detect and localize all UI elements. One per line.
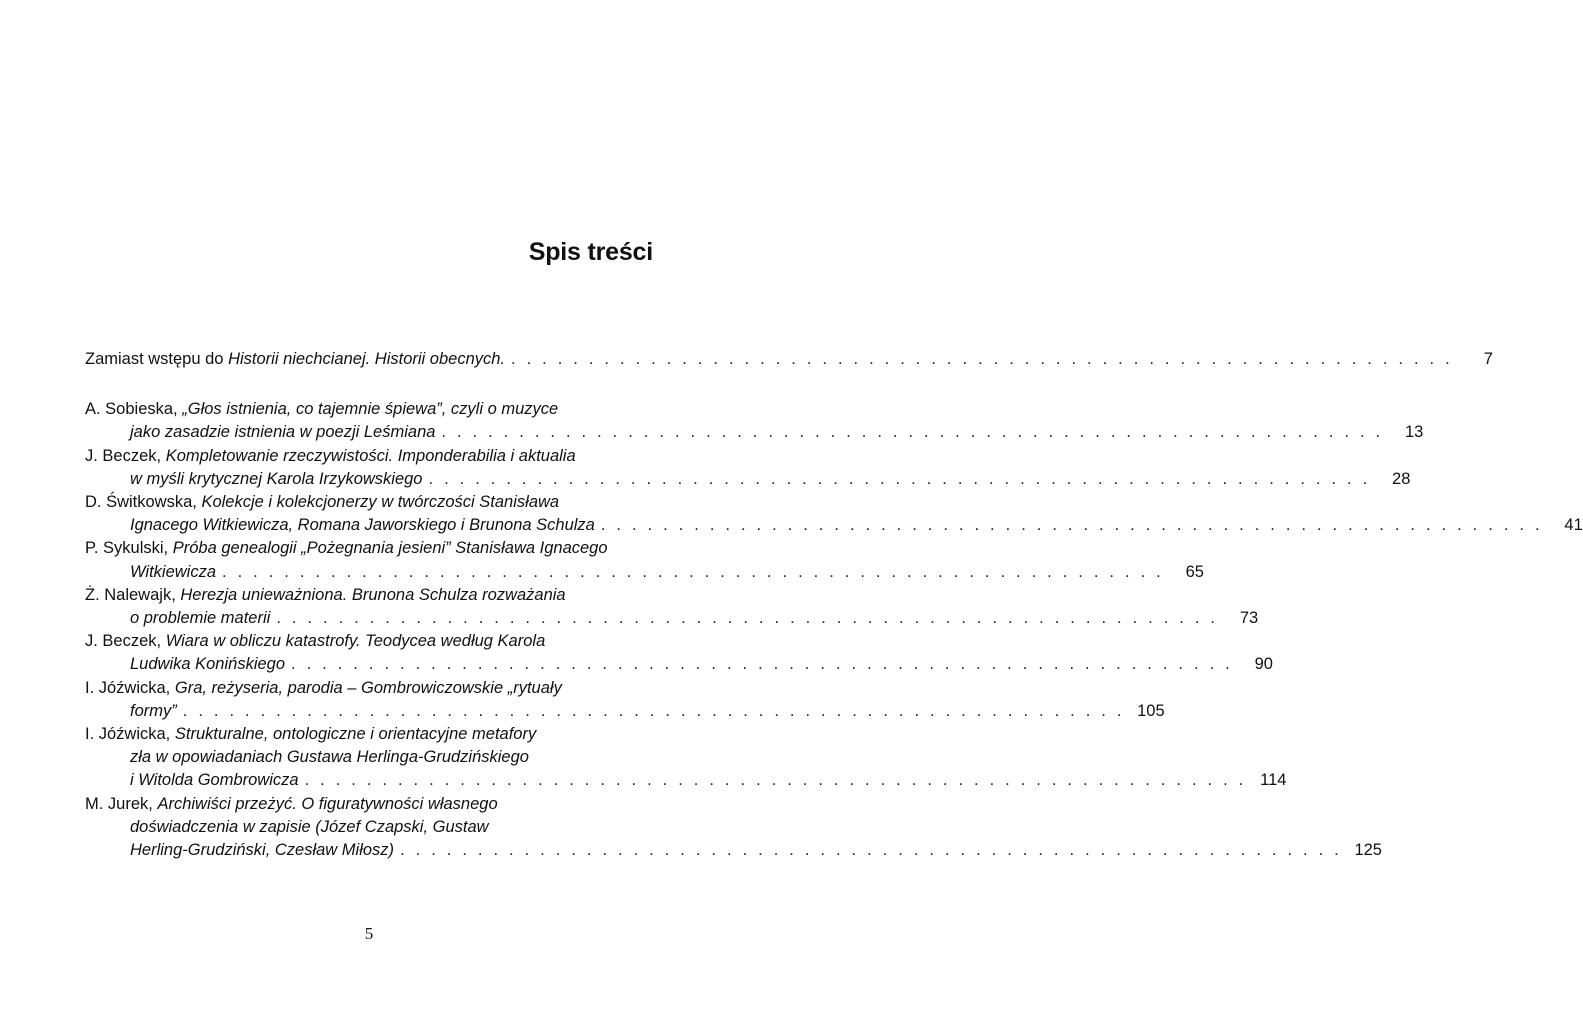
entry-title: Kolekcje i kolekcjonerzy w twórczości Stanisława (201, 493, 560, 512)
leader-dots: . . . . . . . . . . . . . . . . . . . . . . . . . . . . . . . . . . . . . . . . . . . . . . . . . . . . . . . . . . . . . (276, 609, 1219, 628)
page-ref: 114 (1260, 771, 1287, 790)
entry-title-cont: jako zasadzie istnienia w poezji Leśmiana (130, 423, 436, 442)
entry-author: M. Jurek, (85, 794, 158, 813)
entry-title: Historii niechcianej. Historii obecnych. (228, 350, 506, 368)
entry-title-cont: o problemie materii (130, 609, 271, 628)
toc-entry (85, 723, 1287, 793)
leader-dots: . . . . . . . . . . . . . . . . . . . . . . . . . . . . . . . . . . . . . . . . . . . . . . . . . . . . . . . . . . . . . (222, 562, 1164, 581)
toc-entry (85, 677, 1165, 723)
leader-dots: . . . . . . . . . . . . . . . . . . . . . . . . . . . . . . . . . . . . . . . . . . . . . . . . . . . . . . . . . . . . . (182, 701, 1125, 720)
entry-title-cont: doświadczenia w zapisie (Józef Czapski, Gustaw (130, 817, 489, 836)
page-ref: 41 (1564, 516, 1583, 535)
entry-author: D. Świtkowska, (85, 493, 202, 512)
entry-author: I. Jóźwicka, (85, 725, 175, 744)
entry-author: A. Sobieska, (85, 400, 183, 419)
page-ref: 73 (1239, 609, 1259, 628)
toc-entry (85, 584, 1259, 630)
entry-author: Ż. Nalewajk, (85, 585, 181, 604)
toc-entry-introduction (85, 348, 1493, 371)
entry-title-cont: w myśli krytycznej Karola Irzykowskiego (130, 469, 423, 488)
page-ref: 125 (1354, 841, 1382, 860)
page-ref: 105 (1137, 701, 1165, 720)
entry-author: I. Jóźwicka, (85, 678, 175, 697)
page-number: 5 (364, 924, 374, 943)
entry-author: P. Sykulski, (85, 539, 173, 558)
toc-entry (85, 793, 1382, 863)
entry-title-cont: Ludwika Konińskiego (130, 655, 286, 674)
entry-title: Strukturalne, ontologiczne i orientacyjne metafory (174, 725, 537, 744)
entry-title-cont: i Witolda Gombrowicza (130, 771, 299, 790)
page-title: Spis treści (528, 238, 653, 266)
page-ref: 13 (1404, 423, 1424, 442)
entry-title-cont: Herling-Grudziński, Czesław Miłosz) (130, 841, 395, 860)
entry-title: Archiwiści przeżyć. O figuratywności własnego (157, 794, 498, 813)
entry-author: J. Beczek, (85, 446, 166, 465)
toc-entry (85, 445, 1411, 491)
entry-title-cont: Witkiewicza (130, 562, 217, 581)
entry-title: Herezja unieważniona. Brunona Schulza rozważania (180, 585, 566, 604)
leader-dots: . . . . . . . . . . . . . . . . . . . . . . . . . . . . . . . . . . . . . . . . . . . . . . . . . . . . . . . . . . . . . (304, 771, 1247, 790)
toc-entry (85, 630, 1273, 676)
leader-dots: . . . . . . . . . . . . . . . . . . . . . . . . . . . . . . . . . . . . . . . . . . . . . . . . . . . . . . . . . . . . . (600, 516, 1543, 535)
leader-dots: . . . . . . . . . . . . . . . . . . . . . . . . . . . . . . . . . . . . . . . . . . . . . . . . . . . . . . . . . . . . . (511, 350, 1453, 368)
entry-title: Próba genealogii „Pożegnania jesieni” Stanisława Ignacego (172, 539, 608, 558)
table-of-contents (85, 348, 1583, 862)
toc-entry (85, 491, 1583, 537)
page-ref: 90 (1254, 655, 1273, 674)
entry-title: Kompletowanie rzeczywistości. Imponderabilia i aktualia (165, 446, 576, 465)
entry-title-cont: Ignacego Witkiewicza, Romana Jaworskiego i Brunona Schulza (130, 516, 595, 535)
entry-author: J. Beczek, (85, 632, 166, 651)
entry-title-cont: formy” (130, 701, 177, 720)
toc-entry (85, 537, 1204, 583)
page-ref: 7 (1483, 350, 1493, 368)
page-ref: 28 (1392, 469, 1411, 488)
leader-dots: . . . . . . . . . . . . . . . . . . . . . . . . . . . . . . . . . . . . . . . . . . . . . . . . . . . . . . . . . . . . . (441, 423, 1384, 442)
entry-title: Wiara w obliczu katastrofy. Teodycea według Karola (165, 632, 546, 651)
leader-dots: . . . . . . . . . . . . . . . . . . . . . . . . . . . . . . . . . . . . . . . . . . . . . . . . . . . . . . . . . . . . . (291, 655, 1233, 674)
leader-dots: . . . . . . . . . . . . . . . . . . . . . . . . . . . . . . . . . . . . . . . . . . . . . . . . . . . . . . . . . . . . . (400, 841, 1342, 860)
entry-text: Zamiast wstępu do (85, 350, 229, 368)
entry-title: „Głos istnienia, co tajemnie śpiewa”, czyli o muzyce (182, 400, 559, 419)
entry-title-cont: zła w opowiadaniach Gustawa Herlinga-Grudzińskiego (130, 748, 529, 767)
entry-title: Gra, reżyseria, parodia – Gombrowiczowskie „rytuały (174, 678, 562, 697)
leader-dots: . . . . . . . . . . . . . . . . . . . . . . . . . . . . . . . . . . . . . . . . . . . . . . . . . . . . . . . . . . . . . (428, 469, 1371, 488)
toc-entry (85, 398, 1424, 444)
page-ref: 65 (1185, 562, 1204, 581)
